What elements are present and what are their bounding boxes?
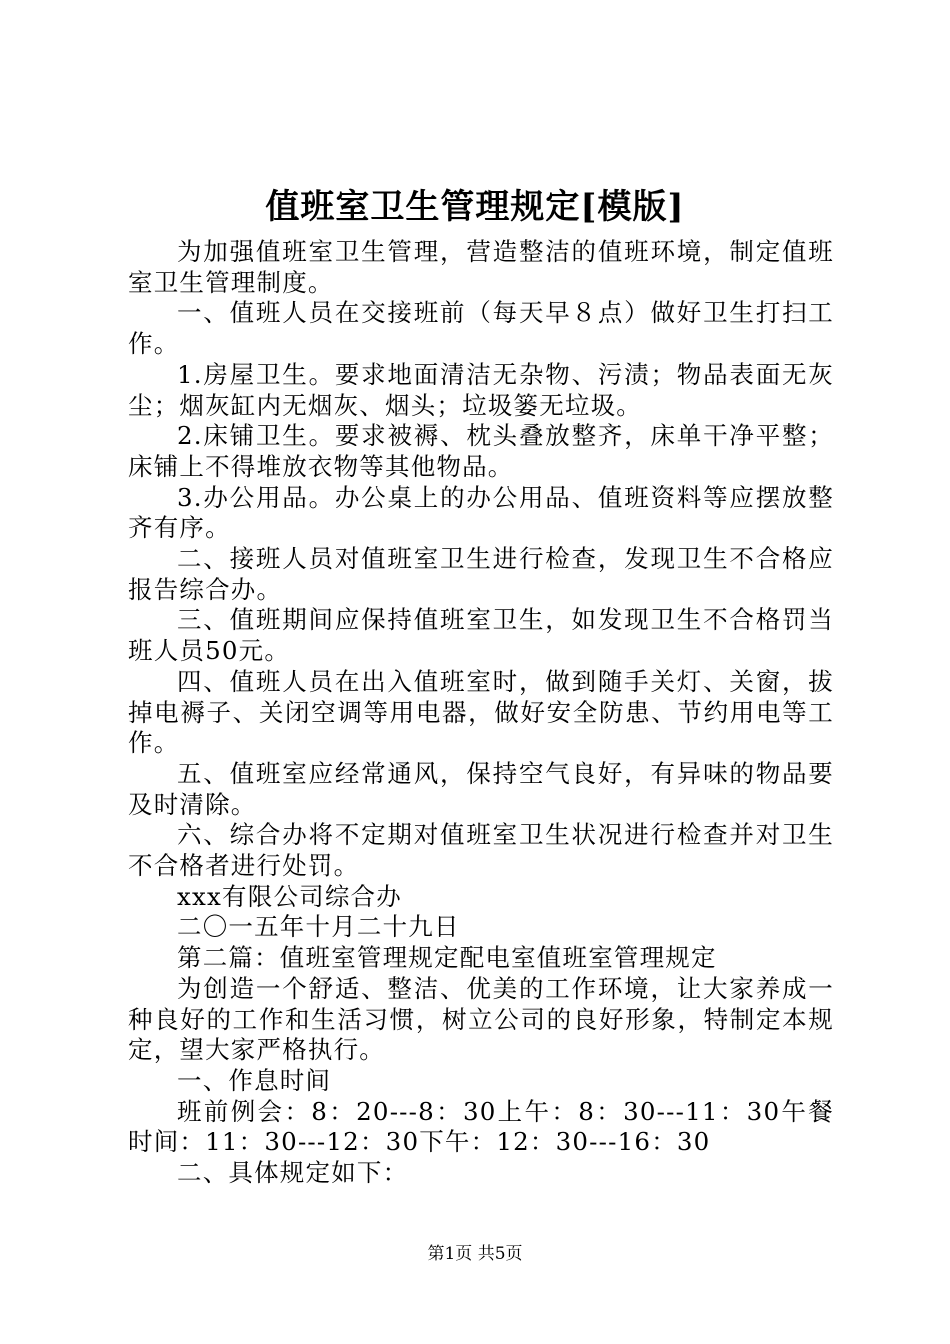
paragraph-rule-1-room: 1.房屋卫生。要求地面清洁无杂物、污渍；物品表面无灰尘；烟灰缸内无烟灰、烟头；垃圾篓无垃圾。 <box>128 359 834 420</box>
signature-date: 二〇一五年十月二十九日 <box>177 912 460 942</box>
paragraph-rule-5: 五、值班室应经常通风，保持空气良好，有异味的物品要及时清除。 <box>128 758 834 819</box>
paragraph-part-2-intro: 为创造一个舒适、整洁、优美的工作环境，让大家养成一种良好的工作和生活习惯，树立公司的良好形象，特制定本规定，望大家严格执行。 <box>128 973 834 1065</box>
document-body <box>128 237 834 1189</box>
signature-company: xxx有限公司综合办 <box>177 881 402 911</box>
section-heading-part-2: 第二篇：值班室管理规定配电室值班室管理规定 <box>177 943 717 973</box>
paragraph-schedule: 班前例会：8：20---8：30上午：8：30---11：30午餐时间：11：30---12：30下午：12：30---16：30 <box>128 1096 834 1157</box>
paragraph-rule-2: 二、接班人员对值班室卫生进行检查，发现卫生不合格应报告综合办。 <box>128 544 834 604</box>
paragraph-rule-6: 六、综合办将不定期对值班室卫生状况进行检查并对卫生不合格者进行处罚。 <box>128 820 834 881</box>
paragraph-rule-4: 四、值班人员在出入值班室时，做到随手关灯、关窗，拔掉电褥子、关闭空调等用电器，做好安全防患、节约用电等工作。 <box>128 666 834 758</box>
paragraph-rule-3: 三、值班期间应保持值班室卫生，如发现卫生不合格罚当班人员50元。 <box>128 605 834 666</box>
paragraph-intro: 为加强值班室卫生管理，营造整洁的值班环境，制定值班室卫生管理制度。 <box>128 237 834 297</box>
paragraph-schedule-heading: 一、作息时间 <box>177 1065 332 1095</box>
page-number: 第1页 共5页 <box>427 1244 523 1264</box>
paragraph-rules-heading: 二、具体规定如下： <box>177 1158 409 1188</box>
paragraph-rule-1-office: 3.办公用品。办公桌上的办公用品、值班资料等应摆放整齐有序。 <box>128 482 834 543</box>
paragraph-rule-1: 一、值班人员在交接班前（每天早８点）做好卫生打扫工作。 <box>128 298 834 359</box>
paragraph-rule-1-bed: 2.床铺卫生。要求被褥、枕头叠放整齐，床单干净平整；床铺上不得堆放衣物等其他物品。 <box>128 421 834 481</box>
document-title: 值班室卫生管理规定[模版] <box>265 187 685 227</box>
